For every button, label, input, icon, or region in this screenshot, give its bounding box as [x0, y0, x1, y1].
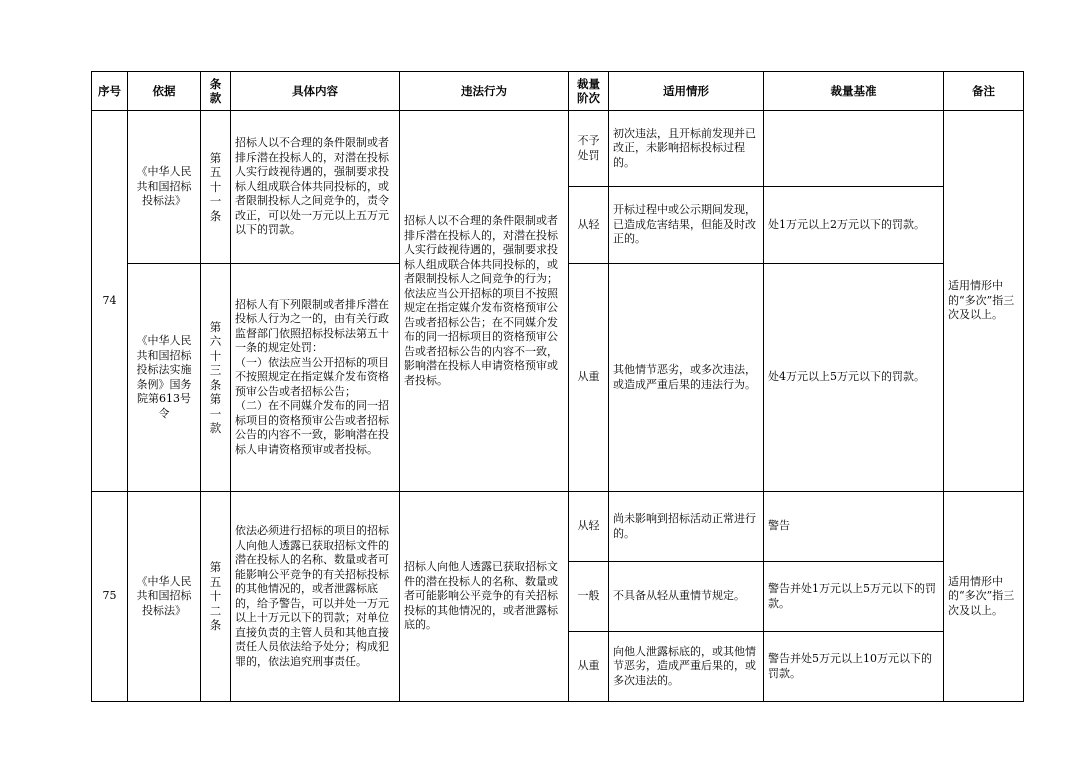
header-situation: 适用情形 — [609, 72, 764, 111]
situation-cell: 其他情节恶劣，或多次违法，或造成严重后果的违法行为。 — [609, 264, 764, 492]
basis-cell: 《中华人民共和国招标投标法》 — [128, 492, 201, 702]
level-cell: 从重 — [569, 632, 609, 702]
standard-cell: 警告 — [764, 492, 944, 562]
level-cell: 从轻 — [569, 492, 609, 562]
header-standard: 裁量基准 — [764, 72, 944, 111]
header-violation: 违法行为 — [400, 72, 569, 111]
header-content: 具体内容 — [231, 72, 400, 111]
situation-cell: 开标过程中或公示期间发现，已造成危害结果，但能及时改正的。 — [609, 187, 764, 264]
header-level: 裁量阶次 — [569, 72, 609, 111]
situation-cell: 尚未影响到招标活动正常进行的。 — [609, 492, 764, 562]
content-cell: 依法必须进行招标的项目的招标人向他人透露已获取招标文件的潜在投标人的名称、数量或者可能影响公平竞争的有关招标投标的其他情况的，或者泄露标底的，给予警告，可以并处一万元以上十万元以下的罚款；对单位直接负责的主管人员和其他直接责任人员依法给予处分；构成犯罪的，依法追究刑事责任。 — [231, 492, 400, 702]
clause-cell: 第 五 十 二 条 — [201, 492, 231, 702]
header-note: 备注 — [944, 72, 1024, 111]
row-number: 74 — [92, 111, 128, 492]
standard-cell — [764, 111, 944, 187]
standard-cell: 警告并处1万元以上5万元以下的罚款。 — [764, 562, 944, 632]
clause-cell: 第 六 十 三 条 第 一 款 — [201, 264, 231, 492]
level-cell: 从轻 — [569, 187, 609, 264]
situation-cell: 不具备从轻从重情节规定。 — [609, 562, 764, 632]
table-row — [92, 492, 1024, 562]
violation-cell: 招标人以不合理的条件限制或者排斥潜在投标人的，对潜在投标人实行歧视待遇的，强制要求投标人组成联合体共同投标的，或者限制投标人之间竞争的行为；依法应当公开招标的项目不按照规定在指定媒介发布资格预审公告或者招标公告；在不同媒介发布的同一招标项目的资格预审公告或者招标公告的内容不一致，影响潜在投标人申请资格预审或者投标。 — [400, 111, 569, 492]
header-basis: 依据 — [128, 72, 201, 111]
header-row — [92, 72, 1024, 111]
level-cell: 从重 — [569, 264, 609, 492]
standard-cell: 处1万元以上2万元以下的罚款。 — [764, 187, 944, 264]
note-cell: 适用情形中的“多次”指三次及以上。 — [944, 492, 1024, 702]
situation-cell: 初次违法，且开标前发现并已改正，未影响招标投标过程的。 — [609, 111, 764, 187]
penalty-table — [91, 71, 1024, 702]
content-cell: 招标人以不合理的条件限制或者排斥潜在投标人的，对潜在投标人实行歧视待遇的，强制要求投标人组成联合体共同投标的，或者限制投标人之间竞争的，责令改正，可以处一万元以上五万元以下的罚款。 — [231, 111, 400, 264]
situation-cell: 向他人泄露标底的，或其他情节恶劣，造成严重后果的，或多次违法的。 — [609, 632, 764, 702]
standard-cell: 处4万元以上5万元以下的罚款。 — [764, 264, 944, 492]
header-no: 序号 — [92, 72, 128, 111]
level-cell: 不予处罚 — [569, 111, 609, 187]
basis-cell: 《中华人民共和国招标投标法》 — [128, 111, 201, 264]
table-row — [92, 111, 1024, 187]
level-cell: 一般 — [569, 562, 609, 632]
basis-cell: 《中华人民共和国招标投标法实施条例》国务院第613号令 — [128, 264, 201, 492]
clause-cell: 第 五 十 一 条 — [201, 111, 231, 264]
row-number: 75 — [92, 492, 128, 702]
standard-cell: 警告并处5万元以上10万元以下的罚款。 — [764, 632, 944, 702]
header-clause: 条款 — [201, 72, 231, 111]
violation-cell: 招标人向他人透露已获取招标文件的潜在投标人的名称、数量或者可能影响公平竞争的有关招标投标的其他情况的，或者泄露标底的。 — [400, 492, 569, 702]
note-cell: 适用情形中的“多次”指三次及以上。 — [944, 111, 1024, 492]
content-cell: 招标人有下列限制或者排斥潜在投标人行为之一的，由有关行政监督部门依照招标投标法第五十一条的规定处罚： （一）依法应当公开招标的项目不按照规定在指定媒介发布资格预审公告或者招标公告； （二）在不同媒介发布的同一招标项目的资格预审公告或者招标公告的内容不一致，影响潜在投标人申请资格预审或者投标。 — [231, 264, 400, 492]
